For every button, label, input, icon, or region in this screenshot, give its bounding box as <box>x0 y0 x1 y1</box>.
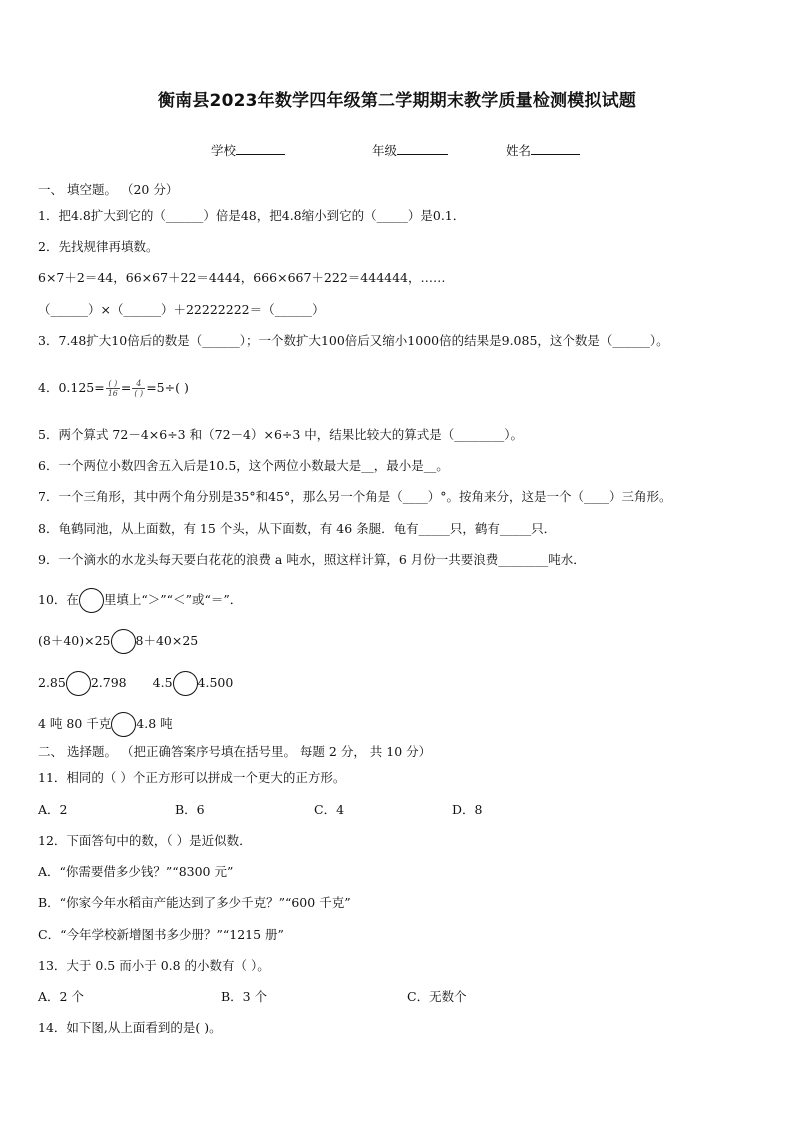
q11-option-d[interactable]: D．8 <box>452 802 483 817</box>
q11-option-c[interactable]: C．4 <box>314 802 345 817</box>
q10-r3-left: 4 吨 80 千克 <box>38 716 112 731</box>
question-9: 9．一个滴水的水龙头每天要白花花的浪费 a 吨水，照这样计算，6 月份一共要浪费________吨水． <box>38 552 586 567</box>
name-field <box>506 141 580 159</box>
q10-r1-right: 8＋40×25 <box>135 633 199 648</box>
question-5: 5．两个算式 72－4×6÷3 和（72－4）×6÷3 中，结果比较大的算式是（________）。 <box>38 427 524 442</box>
q13-option-b[interactable]: B．3 个 <box>221 989 268 1004</box>
q4-frac1-denominator: 16 <box>107 389 118 398</box>
q13-option-c[interactable]: C．无数个 <box>407 989 467 1004</box>
question-11: 11．相同的（ ）个正方形可以拼成一个更大的正方形。 <box>38 770 346 785</box>
q10-suffix: 里填上“＞”“＜”或“＝”． <box>103 592 243 607</box>
q4-equals: = <box>120 380 132 395</box>
q10-r2b-left: 4.5 <box>152 675 173 690</box>
school-blank <box>236 142 285 155</box>
question-13: 13．大于 0.5 而小于 0.8 的小数有（ ）。 <box>38 958 270 973</box>
question-1: 1．把4.8扩大到它的（______）倍是48，把4.8缩小到它的（_____）是0.1． <box>38 208 466 223</box>
q4-suffix: =5÷( ) <box>146 380 189 395</box>
question-8: 8．龟鹤同池，从上面数，有 15 个头，从下面数，有 46 条腿．龟有_____只，鹤有_____只． <box>38 521 557 536</box>
compare-circle-sample <box>79 588 104 613</box>
grade-blank <box>397 142 448 155</box>
q11-option-b[interactable]: B．6 <box>175 802 205 817</box>
q10-r2b-right: 4.500 <box>197 675 234 690</box>
question-2-fill: （______）×（______）＋22222222＝（______） <box>38 302 325 317</box>
compare-circle-4[interactable] <box>111 712 136 737</box>
question-3: 3．7.48扩大10倍后的数是（______）；一个数扩大100倍后又缩小1000倍的结果是9.085，这个数是（______）。 <box>38 333 669 348</box>
q10-row-3 <box>38 712 173 737</box>
q10-r2a-left: 2.85 <box>38 675 66 690</box>
compare-circle-2[interactable] <box>66 671 91 696</box>
question-2-pattern: 6×7＋2＝44，66×67＋22＝4444，666×667＋222＝444444，…… <box>38 270 446 285</box>
q4-frac2-numerator: 4 <box>136 379 142 388</box>
q12-option-a[interactable]: A．“你需要借多少钱？”“8300 元” <box>38 864 234 879</box>
section2-heading: 二、 选择题。 （把正确答案序号填在括号里。 每题 2 分， 共 10 分） <box>38 744 432 759</box>
name-label: 姓名 <box>506 143 532 158</box>
q10-r2a-right: 2.798 <box>90 675 127 690</box>
question-6: 6．一个两位小数四舍五入后是10.5，这个两位小数最大是__，最小是__。 <box>38 458 449 473</box>
q10-prefix: 10．在 <box>38 592 79 607</box>
q11-option-a[interactable]: A．2 <box>38 802 68 817</box>
school-field <box>211 141 285 159</box>
q4-fraction-1 <box>106 379 120 398</box>
page-title: 衡南县2023年数学四年级第二学期期末教学质量检测模拟试题 <box>157 91 637 111</box>
q4-frac2-denominator: ( ) <box>134 389 144 398</box>
grade-label: 年级 <box>372 143 398 158</box>
q12-option-b[interactable]: B．“你家今年水稻亩产能达到了多少千克？”“600 千克” <box>38 895 351 910</box>
school-label: 学校 <box>211 143 237 158</box>
q10-r3-right: 4.8 吨 <box>136 716 173 731</box>
question-12: 12．下面答句中的数，（ ）是近似数． <box>38 833 252 848</box>
q10-r1-left: (8＋40)×25 <box>38 633 111 648</box>
section1-heading: 一、 填空题。 （20 分） <box>38 182 179 197</box>
compare-circle-1[interactable] <box>111 629 136 654</box>
q4-fraction-2 <box>132 379 145 398</box>
q10-row-1 <box>38 629 198 654</box>
grade-field <box>372 141 448 159</box>
question-14: 14．如下图,从上面看到的是( )。 <box>38 1020 222 1035</box>
compare-circle-3[interactable] <box>173 671 198 696</box>
q13-option-a[interactable]: A．2 个 <box>38 989 84 1004</box>
question-10 <box>38 588 242 613</box>
q4-frac1-numerator: ( ) <box>108 379 118 388</box>
question-2: 2．先找规律再填数。 <box>38 239 159 254</box>
question-7: 7．一个三角形，其中两个角分别是35°和45°，那么另一个角是（____）°。按角来分，这是一个（____）三角形。 <box>38 489 672 504</box>
q4-prefix: 4．0.125= <box>38 380 105 395</box>
name-blank <box>531 142 580 155</box>
question-4 <box>38 379 189 398</box>
q10-row-2 <box>38 671 233 696</box>
q12-option-c[interactable]: C．“今年学校新增图书多少册？”“1215 册” <box>38 927 284 942</box>
